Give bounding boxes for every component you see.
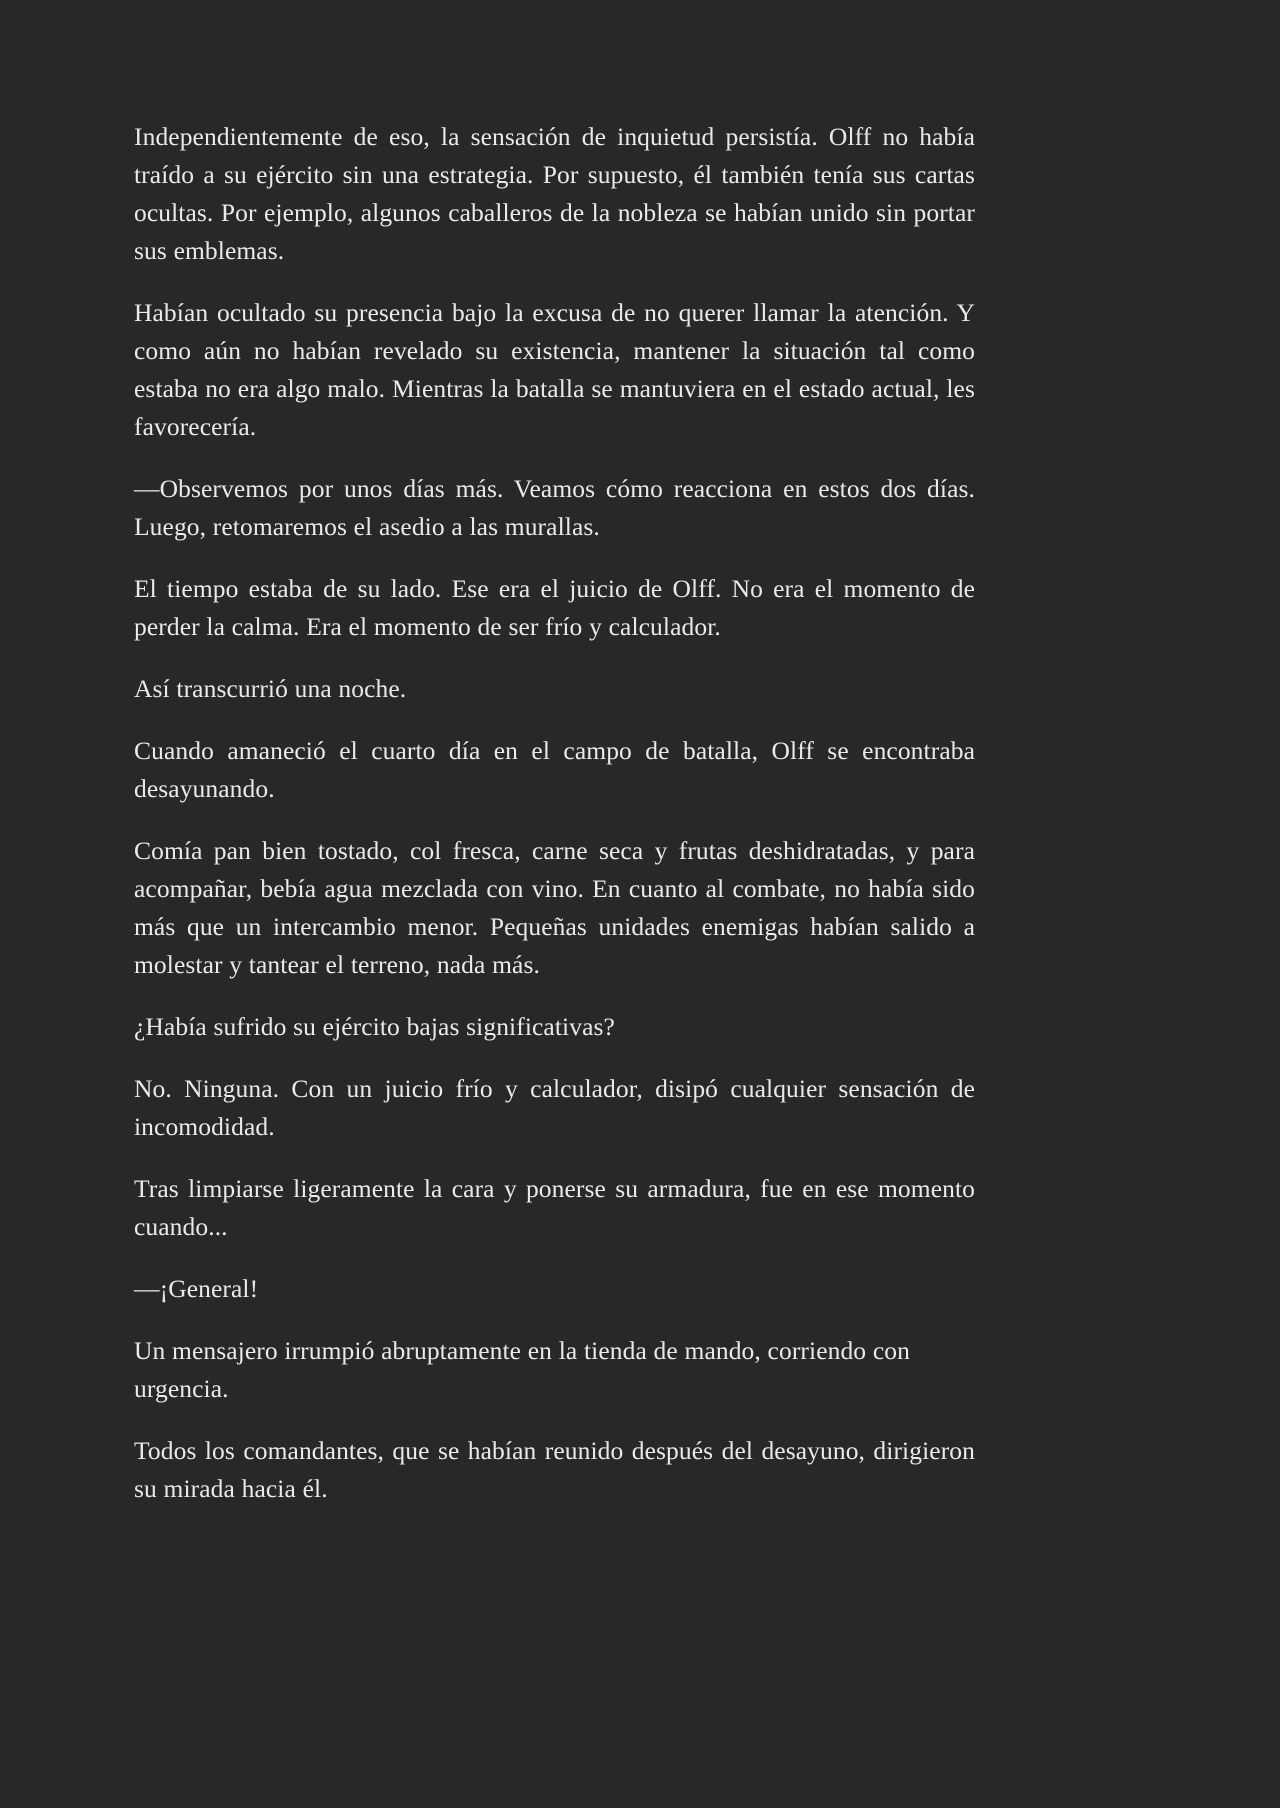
paragraph-narration: Así transcurrió una noche. (134, 674, 407, 703)
paragraph-narration: Cuando amaneció el cuarto día en el campo de batalla, Olff se encontraba desayunando. (134, 736, 975, 803)
paragraph-dialogue: —Observemos por unos días más. Veamos cómo reacciona en estos dos días. Luego, retomaremos el asedio a las murallas. (134, 474, 975, 541)
paragraph-narration: Todos los comandantes, que se habían reunido después del desayuno, dirigieron su mirada hacia él. (134, 1436, 975, 1503)
paragraph-narration: El tiempo estaba de su lado. Ese era el juicio de Olff. No era el momento de perder la calma. Era el momento de ser frío y calculador. (134, 574, 975, 641)
paragraph-narration: Un mensajero irrumpió abruptamente en la tienda de mando, corriendo con urgencia. (134, 1336, 910, 1403)
paragraph-dialogue: —¡General! (134, 1274, 259, 1303)
paragraph-narration: Comía pan bien tostado, col fresca, carne seca y frutas deshidratadas, y para acompañar, bebía agua mezclada con vino. En cuanto al combate, no había sido más que un intercambio menor. Pequeñas unidades enemigas habían salido a molestar y tantear el terreno, nada más. (134, 836, 975, 979)
paragraph-question: ¿Había sufrido su ejército bajas significativas? (134, 1012, 615, 1041)
chapter-body (134, 118, 975, 1508)
paragraph-narration: Independientemente de eso, la sensación de inquietud persistía. Olff no había traído a su ejército sin una estrategia. Por supuesto, él también tenía sus cartas ocultas. Por ejemplo, algunos caballeros de la nobleza se habían unido sin portar sus emblemas. (134, 122, 975, 265)
paragraph-narration: Tras limpiarse ligeramente la cara y ponerse su armadura, fue en ese momento cuando... (134, 1174, 975, 1241)
paragraph-narration: Habían ocultado su presencia bajo la excusa de no querer llamar la atención. Y como aún no habían revelado su existencia, mantener la situación tal como estaba no era algo malo. Mientras la batalla se mantuviera en el estado actual, les favorecería. (134, 298, 975, 441)
paragraph-narration: No. Ninguna. Con un juicio frío y calculador, disipó cualquier sensación de incomodidad. (134, 1074, 975, 1141)
